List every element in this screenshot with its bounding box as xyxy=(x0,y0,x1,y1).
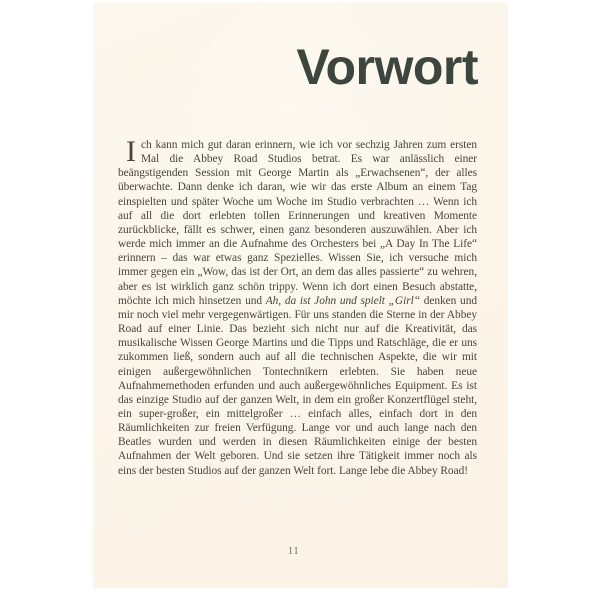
body-paragraph xyxy=(118,135,477,478)
body-text-after-italic: denken und mir noch viel mehr vergegenwärtigen. Für uns standen die Sterne in der Abbey Road auf einer Linie. Das bezieht sich nicht nur auf die Kreativität, das musikalische Wissen George Martins und die Tipps und Ratschläge, die er uns zukommen ließ, sondern auch auf all die technischen Aspekte, die wir mit einigen außergewöhnlichen Tontechnikern erlebten. Sie haben neue Aufnahmemethoden erfunden und auch außergewöhnliches Equipment. Es ist das einzige Studio auf der ganzen Welt, in dem ein großer Konzertflügel steht, ein super-großer, ein mittelgroßer … einfach alles, einfach dort in den Räumlichkeiten zur freien Verfügung. Lange vor und auch lange nach den Beatles wurden und werden in diesen Räumlichkeiten einige der besten Aufnahmen der Welt geboren. Und sie setzen ihre Tätigkeit immer noch als eins der besten Studios auf der ganzen Welt fort. Lange lebe die Abbey Road! xyxy=(118,294,477,477)
book-page xyxy=(93,2,508,588)
body-text-before-italic: ch kann mich gut daran erinnern, wie ich vor sechzig Jahren zum ersten Mal die Abbey Road Studios betrat. Es war anlässlich einer beängstigenden Session mit George Martin als „Erwachsenen“, der alles überwachte. Dann denke ich daran, wie wir das erste Album an einem Tag einspielten und später Woche um Woche im Studio verbrachten … Wenn ich auf all die dort erlebten tollen Erinnerungen und kreativen Momente zurückblicke, fällt es schwer, einen ganz besonderen auszuwählen. Aber ich werde mich immer an die Aufnahme des Orchesters bei „A Day In The Life“ erinnern – das war etwas ganz Spezielles. Wissen Sie, ich versuche mich immer gegen ein „Wow, das ist der Ort, an dem das alles passierte“ zu wehren, aber es ist wirklich ganz schön trippy. Wenn ich dort einen Besuch abstatte, möchte ich mich hinsetzen und xyxy=(118,139,477,307)
chapter-title: Vorwort xyxy=(296,39,478,95)
italic-phrase: Ah, da ist John und spielt „Girl“ xyxy=(265,294,420,307)
drop-cap: I xyxy=(126,135,136,168)
page-number: 11 xyxy=(287,545,300,557)
